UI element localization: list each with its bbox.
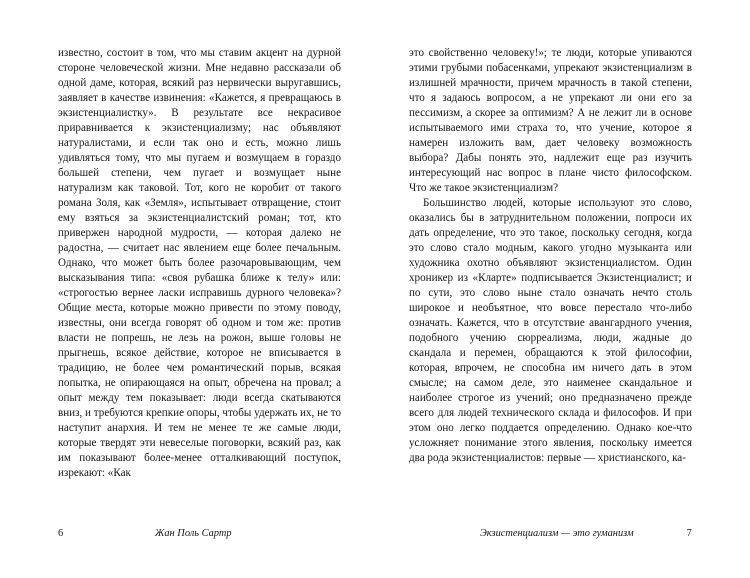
page-right xyxy=(375,0,750,578)
paragraph: Большинство людей, которые используют это слово, оказались бы в затруднительном положении, попроси их дать определение, что это такое, поскольку сегодня, когда это слово стало модным, какого угодно музыканта или художника охотно объявляют экзистенциалистом. Один хроникер из «Кларте» подписывается Экзистенциалист; и по сути, это слово ныне стало означать нечто столь широкое и необъятное, что вовсе перестало что-либо означать. Кажется, что в отсутствие авангардного учения, подобного учению сюрреализма, люди, жадные до скандала и перемен, обращаются к этой философии, которая, впрочем, не способна им ничего дать в этом смысле; на самом деле, это наименее скандальное и наиболее строгое из учений; оно предназначено прежде всего для людей технического склада и философов. И при этом оно легко поддается определению. Однако кое-что усложняет понимание этого явления, поскольку имеется два рода экзистенциалистов: первые — христианского, ка- xyxy=(409,197,692,464)
paragraph: это свойственно человеку!»; те люди, которые упиваются этими грубыми побасенками, упрекают экзистенциализм в излишней мрачности, причем мрачность в такой степени, что я задаюсь вопросом, а не упрекают ли они его за пессимизм, а скорее за оптимизм? А не лежит ли в основе испытываемого ими страха то, что учение, которое я намерен изложить вам, дает человеку возможность выбора? Дабы понять это, надлежит еще раз изучить интересующий нас вопрос в плане чисто философском. Что же такое экзистенциализм? xyxy=(409,47,692,194)
page-number: 6 xyxy=(58,528,64,539)
running-head-author: Жан Поль Сартр xyxy=(154,528,232,539)
left-page-footer xyxy=(0,528,375,542)
running-head-title: Экзистенциализм — это гуманизм xyxy=(480,528,634,539)
left-page-text xyxy=(58,46,341,481)
page-number: 7 xyxy=(686,528,692,539)
right-page-text xyxy=(409,46,692,466)
right-page-footer xyxy=(375,528,750,542)
paragraph: известно, состоит в том, что мы ставим акцент на дурной стороне человеческой жизни. Мне недавно рассказали об одной даме, которая, всякий раз нервически выругавшись, заявляет в качестве извинения: «Кажется, я превращаюсь в экзистенциалистку». В результате все некрасивое приравнивается к экзистенциализму; нас объявляют натуралистами, и если так оно и есть, можно лишь удивляться тому, что мы пугаем и возмущаем в гораздо большей степени, чем пугает и возмущает ныне натурализм как таковой. Тот, кого не коробит от такого романа Золя, как «Земля», испытывает отвращение, стоит ему взяться за экзистенциалистский роман; тот, кто привержен народной мудрости, — которая далеко не радостна, — считает нас явлением еще более печальным. Однако, что может быть более разочаровывающим, чем высказывания типа: «своя рубашка ближе к телу» или: «строгостью вернее ласки исправишь дурного человека»? Общие места, которые можно привести по этому поводу, известны, они всегда говорят об одном и том же: против власти не попрешь, не лезь на рожон, выше головы не прыгнешь, всякое действие, которое не вписывается в традицию, не более чем романтический порыв, всякая попытка, не опирающаяся на опыт, обречена на провал; а опыт между тем показывает: люди всегда скатываются вниз, и требуются крепкие опоры, чтобы удержать их, не то наступит анархия. И тем не менее те же самые люди, которые твердят эти невеселые поговорки, всякий раз, как им показывают более-менее отталкивающий поступок, изрекают: «Как xyxy=(58,47,341,479)
